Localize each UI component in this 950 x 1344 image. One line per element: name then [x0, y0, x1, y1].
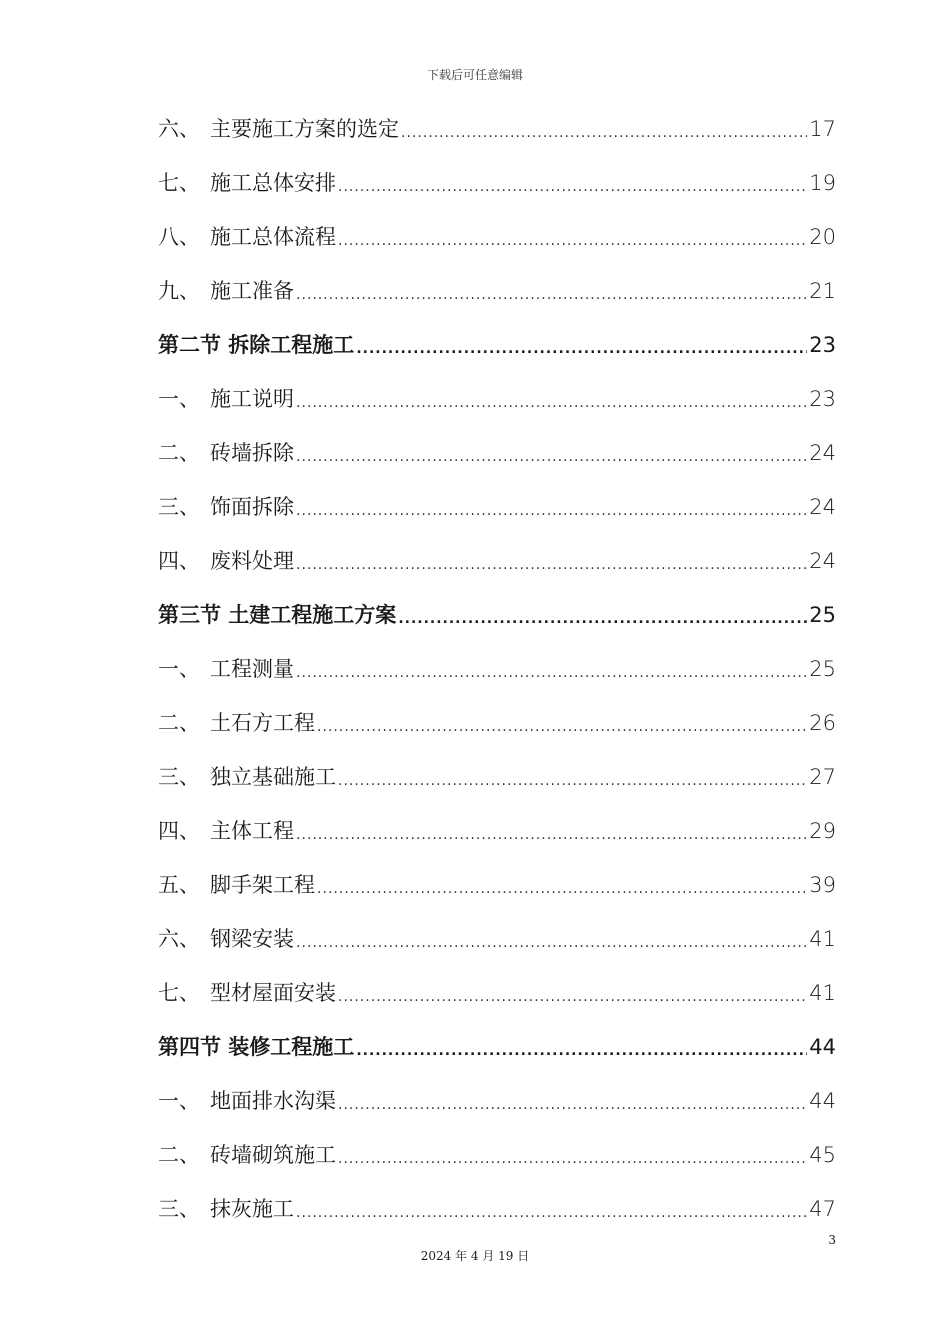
- toc-dot-leader: [338, 214, 807, 268]
- toc-dot-leader: [296, 646, 807, 700]
- toc-entry-number: 六、: [158, 117, 200, 141]
- toc-dot-leader: [296, 268, 807, 322]
- toc-entry-page: 21: [809, 279, 836, 303]
- toc-dot-leader: [398, 592, 807, 646]
- toc-entry-page: 23: [809, 387, 836, 411]
- toc-entry-title: 工程测量: [210, 657, 294, 681]
- toc-dot-leader: [296, 376, 807, 430]
- toc-entry[interactable]: [158, 210, 836, 264]
- toc-section-title: 第二节 拆除工程施工: [158, 333, 355, 357]
- toc-entry-title: 废料处理: [210, 549, 294, 573]
- toc-entry-number: 三、: [158, 1197, 200, 1221]
- toc-entry-page: 24: [809, 441, 836, 465]
- toc-entry-number: 八、: [158, 225, 200, 249]
- toc-entry-page: 44: [809, 1035, 836, 1059]
- toc-entry-number: 七、: [158, 981, 200, 1005]
- toc-entry-page: 24: [809, 549, 836, 573]
- toc-entry-page: 23: [809, 333, 836, 357]
- toc-entry[interactable]: [158, 912, 836, 966]
- toc-entry-page: 24: [809, 495, 836, 519]
- toc-entry-title: 砖墙拆除: [210, 441, 294, 465]
- toc-entry[interactable]: [158, 264, 836, 318]
- toc-entry[interactable]: [158, 966, 836, 1020]
- toc-entry-page: 20: [809, 225, 836, 249]
- toc-entry-page: 26: [809, 711, 836, 735]
- toc-entry-page: 41: [809, 981, 836, 1005]
- toc-entry-number: 四、: [158, 549, 200, 573]
- toc-entry-number: 一、: [158, 1089, 200, 1113]
- toc-entry[interactable]: [158, 1128, 836, 1182]
- toc-dot-leader: [356, 322, 807, 376]
- toc-entry[interactable]: [158, 480, 836, 534]
- toc-entry-title: 主要施工方案的选定: [210, 117, 399, 141]
- toc-entry-title: 土石方工程: [210, 711, 315, 735]
- toc-entry-title: 施工说明: [210, 387, 294, 411]
- toc-entry[interactable]: [158, 858, 836, 912]
- toc-entry[interactable]: [158, 642, 836, 696]
- header-note: 下载后可任意编辑: [426, 68, 523, 82]
- toc-entry[interactable]: [158, 156, 836, 210]
- toc-dot-leader: [356, 1024, 807, 1078]
- toc-entry[interactable]: [158, 1182, 836, 1236]
- toc-entry-title: 饰面拆除: [210, 495, 294, 519]
- toc-entry-number: 三、: [158, 495, 200, 519]
- toc-entry-page: 27: [809, 765, 836, 789]
- toc-entry-title: 主体工程: [210, 819, 294, 843]
- toc-entry-page: 47: [809, 1197, 836, 1221]
- toc-section-title: 第三节 土建工程施工方案: [158, 603, 397, 627]
- toc-dot-leader: [401, 106, 807, 160]
- toc-dot-leader: [296, 808, 807, 862]
- toc-entry-title: 地面排水沟渠: [210, 1089, 336, 1113]
- toc-entry-page: 45: [809, 1143, 836, 1167]
- toc-entry-page: 39: [809, 873, 836, 897]
- toc-entry-number: 三、: [158, 765, 200, 789]
- toc-entry-title: 型材屋面安装: [210, 981, 336, 1005]
- toc-dot-leader: [296, 484, 807, 538]
- toc-entry[interactable]: [158, 102, 836, 156]
- toc-entry-number: 一、: [158, 387, 200, 411]
- toc-entry-title: 钢梁安装: [210, 927, 294, 951]
- toc-entry[interactable]: [158, 804, 836, 858]
- toc-entry-title: 砖墙砌筑施工: [210, 1143, 336, 1167]
- toc-entry-page: 17: [809, 117, 836, 141]
- toc-dot-leader: [338, 754, 807, 808]
- toc-dot-leader: [296, 430, 807, 484]
- toc-entry-number: 一、: [158, 657, 200, 681]
- toc-entry-number: 二、: [158, 441, 200, 465]
- toc-entry-page: 29: [809, 819, 836, 843]
- toc-dot-leader: [338, 160, 807, 214]
- toc-entry-number: 五、: [158, 873, 200, 897]
- toc-entry-page: 25: [809, 603, 836, 627]
- toc-entry[interactable]: [158, 534, 836, 588]
- page-number: 3: [828, 1233, 836, 1247]
- toc-entry-number: 二、: [158, 1143, 200, 1167]
- toc-entry-title: 脚手架工程: [210, 873, 315, 897]
- toc-entry[interactable]: [158, 750, 836, 804]
- toc-dot-leader: [338, 1132, 807, 1186]
- footer-date: 2024 年 4 月 19 日: [420, 1249, 530, 1263]
- toc-entry-number: 四、: [158, 819, 200, 843]
- toc-entry-title: 施工总体安排: [210, 171, 336, 195]
- toc-section-entry[interactable]: [158, 588, 836, 642]
- toc-entry[interactable]: [158, 696, 836, 750]
- toc-dot-leader: [317, 862, 807, 916]
- toc-dot-leader: [338, 1078, 807, 1132]
- toc-entry-title: 独立基础施工: [210, 765, 336, 789]
- toc-entry[interactable]: [158, 372, 836, 426]
- toc-entry-page: 25: [809, 657, 836, 681]
- toc-dot-leader: [296, 538, 807, 592]
- toc-section-title: 第四节 装修工程施工: [158, 1035, 355, 1059]
- toc-entry-number: 九、: [158, 279, 200, 303]
- toc-entry-number: 二、: [158, 711, 200, 735]
- toc-section-entry[interactable]: [158, 318, 836, 372]
- toc-entry[interactable]: [158, 426, 836, 480]
- table-of-contents: [158, 102, 836, 1236]
- toc-entry[interactable]: [158, 1074, 836, 1128]
- toc-entry-page: 44: [809, 1089, 836, 1113]
- toc-dot-leader: [317, 700, 807, 754]
- toc-entry-title: 抹灰施工: [210, 1197, 294, 1221]
- toc-section-entry[interactable]: [158, 1020, 836, 1074]
- toc-dot-leader: [296, 1186, 807, 1240]
- toc-dot-leader: [338, 970, 807, 1024]
- toc-entry-page: 41: [809, 927, 836, 951]
- toc-dot-leader: [296, 916, 807, 970]
- toc-entry-title: 施工总体流程: [210, 225, 336, 249]
- toc-entry-title: 施工准备: [210, 279, 294, 303]
- toc-entry-page: 19: [809, 171, 836, 195]
- toc-entry-number: 七、: [158, 171, 200, 195]
- toc-entry-number: 六、: [158, 927, 200, 951]
